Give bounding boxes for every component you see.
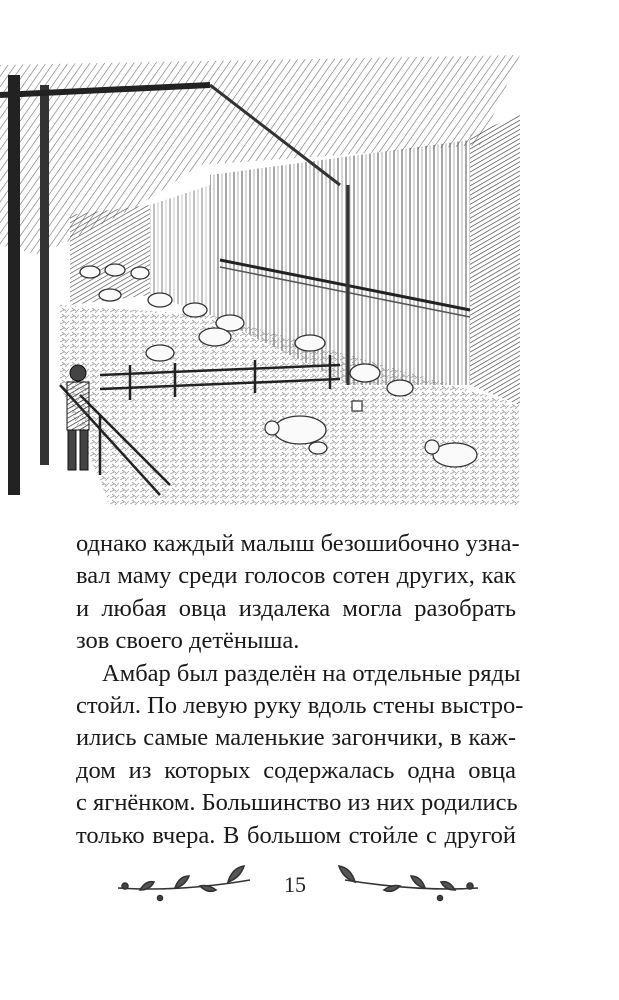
page-number: 15 [284,872,306,897]
text-line: однако каждый малыш безошибочно узна- [76,530,520,557]
text-line: ились самые маленькие загончики, в каж- [76,724,516,752]
left-pillar-2 [40,85,49,465]
text-line: и любая овца издалека могла разобрать [76,594,516,622]
text-line: вал маму среди голосов сотен других, как [76,562,516,590]
text-line: дом из которых содержалась одна овца [76,756,516,784]
text-line: с ягнёнком. Большинство из них родились [76,789,518,817]
text-line: Амбар был разделён на отдельные ряды [102,659,521,687]
left-vine [118,866,250,901]
paragraph-barn [76,658,524,852]
body-text [76,528,524,852]
right-wall-dark [470,115,520,405]
text-line: только вчера. В большом стойле с другой [76,821,516,849]
bucket [352,401,362,411]
barn-illustration [0,55,619,505]
right-vine [339,866,478,901]
text-line: зов своего детёныша. [76,627,300,655]
left-pillar [8,75,20,495]
text-line: стойл. По левую руку вдоль стены выстро- [76,692,524,720]
paragraph-continued [76,528,520,658]
